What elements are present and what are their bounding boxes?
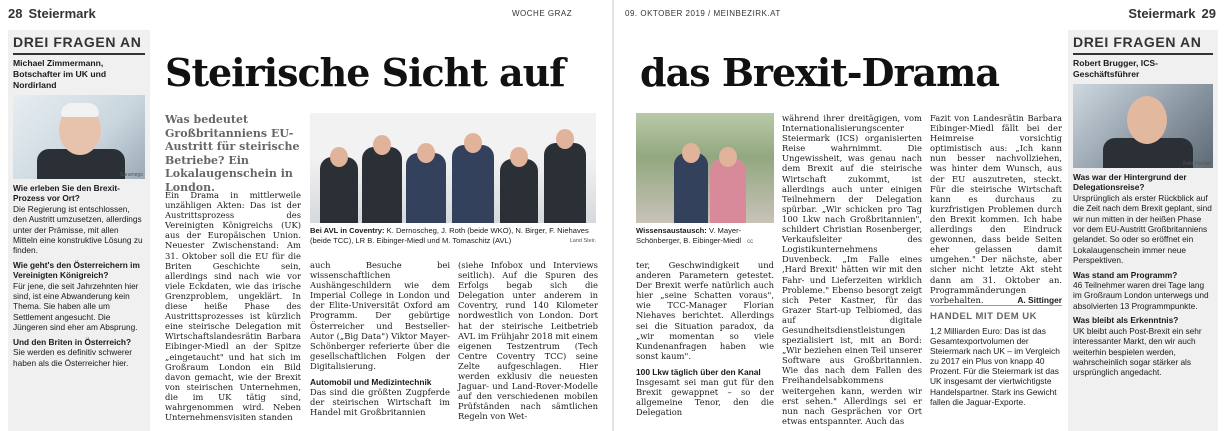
body-column-6 bbox=[930, 113, 1062, 305]
left-section-name: Steiermark bbox=[28, 6, 96, 21]
body-column-2-text-a: auch Besuche bei wissenschaftlichen Aushängeschildern wie dem Imperial College in London und der Elite-Universität Oxford am Programm. Der gebürtige Österreicher und Bestseller-Autor („Big Data") Viktor Mayer-Schönberger referierte über die gesellschaftlichen Folgen der Digitalisierung. bbox=[310, 260, 450, 371]
interview-left-question-3: Und den Briten in Österreich? bbox=[13, 336, 132, 347]
interview-right-rule bbox=[1073, 53, 1213, 55]
photo-small-caption-lead: Wissensaustausch: bbox=[636, 226, 707, 235]
portrait-right-head bbox=[1127, 96, 1167, 144]
interview-left-question-2: Wie geht's den Österreichern im Vereinigten Königreich? bbox=[13, 259, 140, 281]
photo-person-2 bbox=[362, 147, 402, 223]
infobox-trade bbox=[930, 305, 1062, 431]
right-section-name: Steiermark bbox=[1128, 6, 1196, 21]
photo-person-6 bbox=[544, 143, 586, 223]
interview-right-answer-2: 46 Teilnehmer waren drei Tage lang im Großraum London unterwegs und absolvierten 13 Programmpunkte. bbox=[1073, 280, 1209, 311]
right-page-header bbox=[1128, 6, 1216, 30]
photo-small-caption bbox=[636, 226, 774, 247]
infobox-text: 1,2 Milliarden Euro: Das ist das Gesamtexportvolumen der Steiermark nach UK – im Vergleich zu 2017 ein Plus von knapp 40 Prozent. Für die Steiermark ist das UK insgesamt der viertwichtigste Handelspartner. Stark ins Gewicht fallen die Jaguar-Exporte. bbox=[930, 326, 1060, 407]
interview-left-question-1: Wie erleben Sie den Brexit-Prozess vor Ort? bbox=[13, 183, 120, 204]
body-column-5: während ihrer dreitägigen, vom Internationalisierungscenter Steiermark (ICS) organisierten Reise wahrnimmt. Die Ungewissheit, was genau nach dem Brexit auf die steirische Wirtschaft zukommt, ist allerdings auch unter einigen Teilnehmern der Delegation spürbar. „Wir schicken pro Tag 100 Lkw nach Großbritannien", schildert Christian Rosenberger, Verkaufsleiter des Logistikunternehmens Duvenbeck. „Im Falle eines ‚Hard Brexit' hätten wir mit den Fahr- und Lieferzeiten wirklich Probleme." Ebenso besorgt zeigt sich Peter Kastner, für das Grazer Start-up Telbiomed, das auf digitale Gesundheitsdienstleistungen spezialisiert ist, mit an Bord: „Wir beziehen einen Teil unserer Software aus Großbritannien. Wie das nach dem Fallen des Freihandelsabkommens weitergehen kann, werden wir erst sehen." Allerdings sei er nun nach Gesprächen vor Ort etwas entspannter. Auch das bbox=[782, 113, 922, 426]
headline-part-1: Steirische Sicht auf bbox=[165, 50, 565, 95]
page-fold bbox=[612, 0, 614, 431]
photo-small-credit: cc bbox=[747, 239, 754, 245]
interview-right bbox=[1068, 30, 1218, 431]
interview-right-answer-3: UK bleibt auch Post-Brexit ein sehr interessanter Markt, den wir auch weiterhin bespielen werden, wahrscheinlich sogar stärker als ursprünglich angedacht. bbox=[1073, 325, 1202, 378]
subheadline: Was bedeutet Großbritanniens EU-Austritt für steirische Betriebe? Ein Lokalaugenschein in London. bbox=[165, 113, 300, 194]
interview-left bbox=[8, 30, 150, 431]
interview-right-person: Robert Brugger, ICS-Geschäftsführer bbox=[1073, 58, 1158, 79]
interview-left-answer-1: Die Regierung ist entschlossen, den Austritt umzusetzen, allerdings unter der Prämisse, mit allen Mitteln eine konstruktive Lösung zu finden. bbox=[13, 203, 143, 256]
photo-person-5-head bbox=[510, 147, 528, 167]
interview-left-heading: DREI FRAGEN AN bbox=[13, 34, 142, 50]
group-photo-caption-lead: Bei AVL in Coventry: bbox=[310, 226, 385, 235]
photo-person-6-head bbox=[556, 129, 574, 149]
group-photo-caption bbox=[310, 226, 596, 246]
interview-left-photo-credit: Saramego bbox=[119, 172, 143, 178]
interview-right-heading: DREI FRAGEN AN bbox=[1073, 34, 1202, 50]
interview-right-question-3: Was bleibt als Erkenntnis? bbox=[1073, 315, 1179, 326]
subhead-automobil: Automobil und Medizintechnik bbox=[310, 377, 432, 388]
interview-right-photo-credit: Foto Fischer bbox=[1183, 161, 1211, 167]
photo-knowledge-exchange bbox=[636, 113, 774, 223]
body-column-6-text: Fazit von Landesrätin Barbara Eibinger-Miedl fällt bei der Heimreise vorsichtig optimistisch aus: „Ich kann nun besser nachvollziehen, was hinter dem Wunsch, aus der EU auszutreten, steckt. Für die steirische Wirtschaft kann es durchaus zu kurzfristigen Problemen durch den Brexit kommen. Ich habe allerdings den Eindruck gewonnen, dass beide Seiten eher gelassen damit umgehen." Der nächste, aber sicher nicht letzte Akt steht dann am 31. Oktober an. Programmänderungen vorbehalten. bbox=[930, 113, 1062, 305]
right-dateline: 09. OKTOBER 2019 / MEINBEZIRK.AT bbox=[625, 9, 781, 18]
photo-person-4-head bbox=[464, 133, 482, 153]
left-page-number: 28 bbox=[8, 6, 23, 21]
headline-part-2: das Brexit-Drama bbox=[640, 50, 999, 95]
infobox-heading: HANDEL MIT DEM UK bbox=[930, 305, 1062, 322]
photo-small-caption-text: V. Mayer-Schönberger, B. Eibinger-Miedl bbox=[636, 226, 742, 245]
photo-small-person-1-head bbox=[682, 143, 700, 163]
interview-left-answer-3: Sie werden es definitiv schwerer haben als die Österreicher hier. bbox=[13, 347, 132, 368]
interview-right-question-1: Was war der Hintergrund der Delegationsreise? bbox=[1073, 172, 1187, 193]
interview-left-answer-2: Für jene, die seit Jahrzehnten hier sind, ist eine Abwanderung kein Thema. Sie haben alle um Settlement angesucht. Die Jüngeren sind eher am Absprung. bbox=[13, 280, 139, 333]
body-column-4-text-b: Insgesamt sei man gut für den Brexit gewappnet – so der allgemeine Tenor, den die Delegation bbox=[636, 377, 774, 418]
group-photo-caption-text: K. Dernoscheg, J. Roth (beide WKO), N. Birger, F. Niehaves (beide TCC), LR B. Eibinger-Miedl und M. Tomaschitz (AVL) bbox=[310, 226, 589, 245]
photo-small-person-2 bbox=[710, 159, 746, 223]
body-column-2 bbox=[310, 260, 450, 431]
interview-left-text bbox=[13, 183, 145, 368]
left-edition: WOCHE GRAZ bbox=[512, 9, 573, 18]
photo-person-4 bbox=[452, 145, 494, 223]
interview-right-portrait bbox=[1073, 84, 1213, 168]
body-column-4 bbox=[636, 260, 774, 431]
photo-person-3-head bbox=[417, 143, 435, 163]
interview-right-text bbox=[1073, 172, 1213, 378]
photo-person-5 bbox=[500, 159, 538, 223]
photo-small-person-2-head bbox=[719, 147, 737, 167]
group-photo-credit: Land Steir. bbox=[569, 238, 596, 244]
interview-left-person: Michael Zimmermann, Botschafter im UK und Nordirland bbox=[13, 58, 107, 90]
interview-right-question-2: Was stand am Programm? bbox=[1073, 269, 1178, 280]
group-photo-avl bbox=[310, 113, 596, 223]
photo-person-2-head bbox=[373, 135, 391, 155]
photo-small-person-1 bbox=[674, 153, 708, 223]
body-column-2-text-b: Das sind die größten Zugpferde der steirischen Wirtschaft im Handel mit Großbritannien bbox=[310, 387, 450, 418]
portrait-hair bbox=[61, 103, 99, 117]
body-column-4-text-a: ter, Geschwindigkeit und anderen Parametern getestet. Der Brexit werfe natürlich auch hier „seine Schatten voraus", wie TCC-Manager Florian Niehaves berichtet. Allerdings sei die Situation paradox, da „wir momentan so viele Kundenanfragen haben wie sonst kaum". bbox=[636, 260, 774, 361]
interview-left-rule bbox=[13, 53, 145, 55]
interview-left-portrait bbox=[13, 95, 145, 179]
body-column-1: Ein Drama in mittlerweile unzähligen Akten: Das ist der Austrittsprozess des Vereinigten Königreichs (UK) aus der Europäischen Union. Neuester Zwischenstand: Am 31. Oktober soll die EU für die Briten Geschichte sein, allerdings sind nach wie vor viele Eckdaten, wie das irische Grenzproblem, ungeklärt. In diese heiße Phase des Austrittsprozesses ist kürzlich eine steirische Delegation mit Wirtschaftslandesrätin Barbara Eibinger-Miedl an der Spitze „eingetaucht" und hat sich im Großraum London ein Bild davon gemacht, wie der Brexit von steirischen Unternehmen, die im UK tätig sind, wahrgenommen wird. Neben Unternehmensvisiten standen bbox=[165, 190, 301, 423]
photo-person-1-head bbox=[330, 147, 348, 167]
photo-person-3 bbox=[406, 153, 446, 223]
left-page-header bbox=[8, 6, 96, 30]
body-column-3: (siehe Infobox und Interviews seitlich). Auf die Spuren des Erfolgs begab sich die Delegation unter anderem in Coventry, rund 140 Kilometer nordwestlich von London. Dort hat der steirische Leitbetrieb AVL im Frühjahr 2018 mit einem eigenen Testzentrum (Tech Centre Coventry TCC) seine Zelte aufgeschlagen. Hier werden exklusiv die neuesten Jaguar- und Land-Rover-Modelle auf den verschiedenen mobilen Prüfständen nach sämtlichen Regeln von Wet- bbox=[458, 260, 598, 422]
subhead-lkw: 100 Lkw täglich über den Kanal bbox=[636, 366, 761, 377]
author-signature: A. Sittinger bbox=[1017, 294, 1062, 305]
interview-right-answer-1: Ursprünglich als erster Rückblick auf die Zeit nach dem Brexit geplant, sind wir nun mitten in der heißen Phase vor dem EU-Austritt Großbritanniens gelandet. So oder so eröffnet ein Lokalaugenschein immer neue Perspektiven. bbox=[1073, 192, 1212, 266]
right-page-number: 29 bbox=[1201, 6, 1216, 21]
